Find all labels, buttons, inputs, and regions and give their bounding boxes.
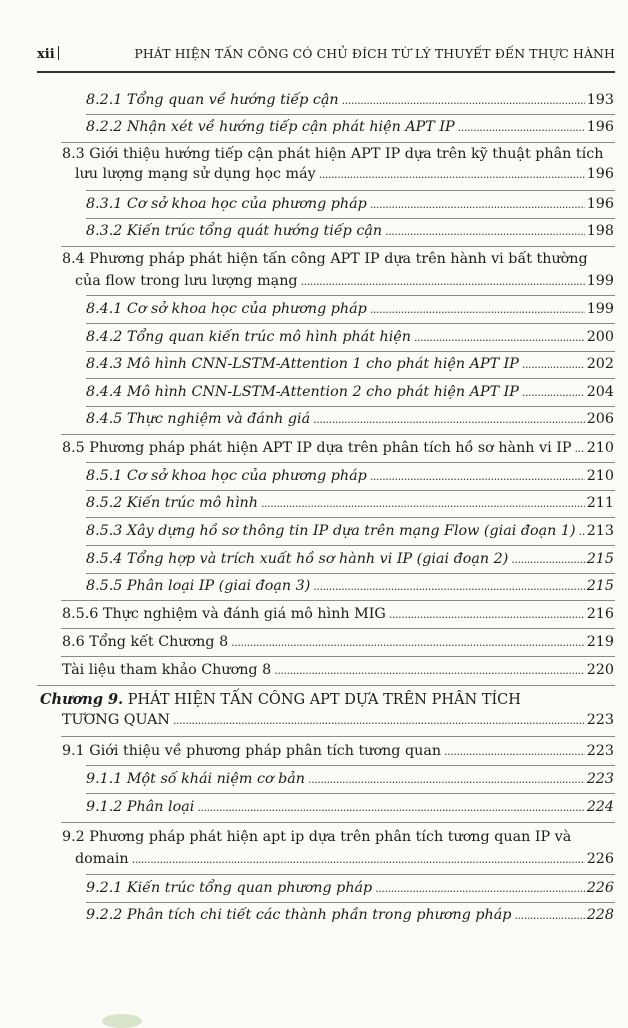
divider [37,685,615,686]
toc-entry-references-ch8[interactable]: Tài liệu tham khảo Chương 8 ..... 220 [62,662,614,678]
toc-entry-9-2[interactable]: 9.2 Phương pháp phát hiện apt ip dựa trên phân tích tương quan IP và [62,829,572,845]
toc-entry-9-2-cont[interactable]: domain ..... 226 [75,851,614,867]
toc-entry-8-4-5[interactable]: 8.4.5 Thực nghiệm và đánh giá ..... 206 [86,411,614,427]
divider [86,295,615,296]
toc-entry-8-5-3[interactable]: 8.5.3 Xây dựng hồ sơ thông tin IP dựa trên mạng Flow (giai đoạn 1) ..... 213 [86,523,614,539]
divider [86,462,615,463]
toc-entry-8-4[interactable]: 8.4 Phương pháp phát hiện tấn công APT IP dựa trên hành vi bất thường [62,251,588,267]
toc-entry-8-2-1[interactable]: 8.2.1 Tổng quan về hướng tiếp cận ..... 193 [86,92,614,108]
toc-entry-8-4-cont[interactable]: của flow trong lưu lượng mạng ..... 199 [75,273,614,289]
toc-entry-8-6[interactable]: 8.6 Tổng kết Chương 8 ..... 219 [62,634,614,650]
divider [86,378,615,379]
toc-entry-8-2-2[interactable]: 8.2.2 Nhận xét về hướng tiếp cận phát hiện APT IP ..... 196 [86,119,614,135]
toc-entry-9-1-2[interactable]: 9.1.2 Phân loại ..... 224 [86,799,614,815]
divider [86,902,615,903]
divider [86,517,615,518]
toc-entry-8-5-6[interactable]: 8.5.6 Thực nghiệm và đánh giá mô hình MIG ..... 216 [62,606,614,622]
toc-entry-9-2-2[interactable]: 9.2.2 Phân tích chi tiết các thành phần trong phương pháp ..... 228 [86,907,614,923]
toc-entry-9-1-1[interactable]: 9.1.1 Một số khái niệm cơ bản ..... 223 [86,771,614,787]
divider [86,793,615,794]
toc-entry-8-5-5[interactable]: 8.5.5 Phân loại IP (giai đoạn 3) ..... 215 [86,578,614,594]
divider [86,406,615,407]
toc-entry-8-3-2[interactable]: 8.3.2 Kiến trúc tổng quát hướng tiếp cận ..... 198 [86,223,614,239]
divider [86,190,615,191]
toc-entry-8-4-4[interactable]: 8.4.4 Mô hình CNN-LSTM-Attention 2 cho phát hiện APT IP ..... 204 [86,384,614,400]
page-smudge [102,1014,142,1028]
toc-entry-9-2-1[interactable]: 9.2.1 Kiến trúc tổng quan phương pháp ..... 226 [86,880,614,896]
divider [61,434,615,435]
chapter-label: Chương 9. [40,691,124,708]
toc-entry-8-3-1[interactable]: 8.3.1 Cơ sở khoa học của phương pháp ..... 196 [86,196,614,212]
divider [86,351,615,352]
divider [86,218,615,219]
divider [61,600,615,601]
toc-entry-8-4-1[interactable]: 8.4.1 Cơ sở khoa học của phương pháp ..... 199 [86,301,614,317]
toc-entry-8-5-4[interactable]: 8.5.4 Tổng hợp và trích xuất hồ sơ hành vi IP (giai đoạn 2) ..... 215 [86,551,614,567]
divider [86,490,615,491]
divider [61,656,615,657]
divider [61,736,615,737]
running-title: PHÁT HIỆN TẤN CÔNG CÓ CHỦ ĐÍCH TỪ LÝ THUYẾT ĐẾN THỰC HÀNH [134,46,615,61]
divider [61,246,615,247]
divider [61,822,615,823]
divider [61,628,615,629]
toc-entry-8-4-2[interactable]: 8.4.2 Tổng quan kiến trúc mô hình phát hiện ..... 200 [86,329,614,345]
divider [86,573,615,574]
toc-entry-8-5[interactable]: 8.5 Phương pháp phát hiện APT IP dựa trên phân tích hồ sơ hành vi IP ..... 210 [62,440,614,456]
toc-chapter-9-cont[interactable]: TƯƠNG QUAN ..... 223 [62,712,614,728]
toc-entry-9-1[interactable]: 9.1 Giới thiệu về phương pháp phân tích tương quan ..... 223 [62,743,614,759]
toc-entry-8-5-2[interactable]: 8.5.2 Kiến trúc mô hình ..... 211 [86,495,614,511]
divider [86,545,615,546]
divider [86,114,615,115]
divider [86,874,615,875]
page-header [37,46,615,66]
toc-entry-8-5-1[interactable]: 8.5.1 Cơ sở khoa học của phương pháp ..... 210 [86,468,614,484]
page-number: xii [37,46,59,62]
toc-entry-8-3-cont[interactable]: lưu lượng mạng sử dụng học máy ..... 196 [75,166,614,182]
divider [86,765,615,766]
toc-chapter-9[interactable]: Chương 9. PHÁT HIỆN TẤN CÔNG APT DỰA TRÊN PHÂN TÍCH [40,691,521,708]
divider [61,142,615,143]
divider [86,323,615,324]
header-rule [37,71,615,73]
toc-entry-8-4-3[interactable]: 8.4.3 Mô hình CNN-LSTM-Attention 1 cho phát hiện APT IP ..... 202 [86,356,614,372]
toc-entry-8-3[interactable]: 8.3 Giới thiệu hướng tiếp cận phát hiện APT IP dựa trên kỹ thuật phân tích [62,146,604,162]
